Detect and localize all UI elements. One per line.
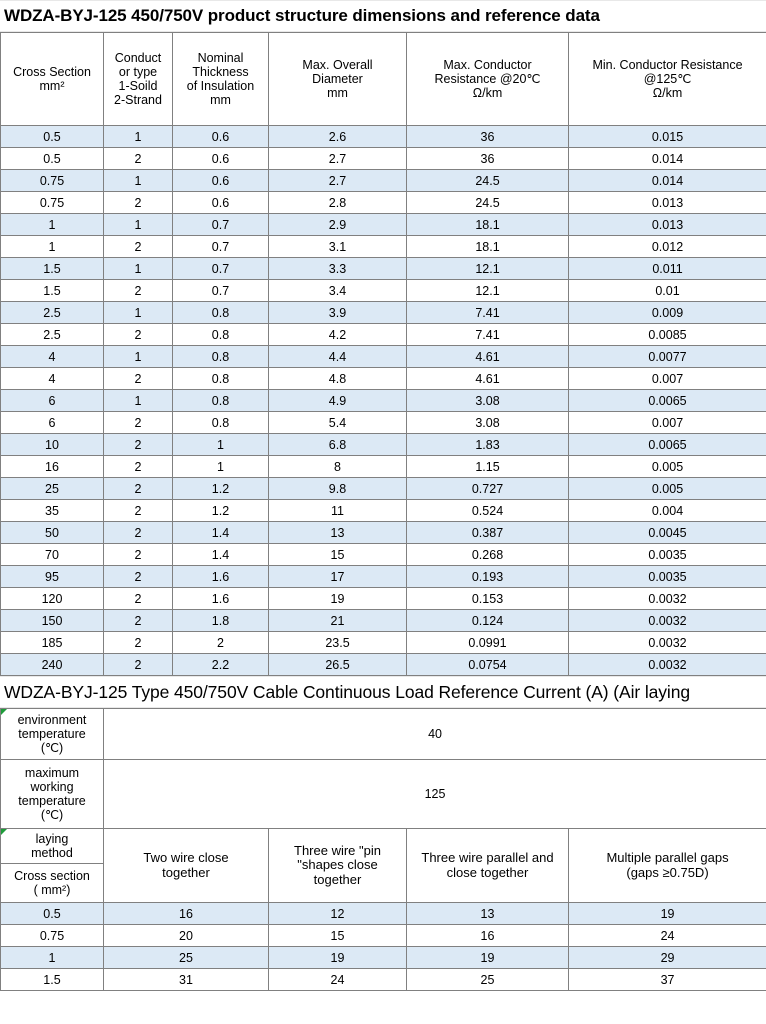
table-cell: 0.8 xyxy=(173,368,269,390)
table-cell: 150 xyxy=(1,610,104,632)
header-line: Diameter xyxy=(312,72,363,86)
table-row xyxy=(1,544,766,566)
table-cell: 0.8 xyxy=(173,412,269,434)
table-cell: 6 xyxy=(1,412,104,434)
header-line: "shapes close xyxy=(297,857,378,873)
cross-section-label xyxy=(1,864,104,903)
table-cell: 0.387 xyxy=(407,522,569,544)
header-line: @125℃ xyxy=(643,72,692,86)
laying-method-header-row xyxy=(1,829,766,864)
header-line: close together xyxy=(446,864,529,880)
table-cell: 1.5 xyxy=(1,280,104,302)
table-cell: 19 xyxy=(269,588,407,610)
table-row xyxy=(1,390,766,412)
header-line: Cross Section xyxy=(13,65,91,79)
table-cell: 4.61 xyxy=(407,368,569,390)
label-line: (℃) xyxy=(40,808,64,822)
col-header-conductor-type xyxy=(104,33,173,126)
table-cell: 0.0045 xyxy=(569,522,766,544)
table-cell: 0.5 xyxy=(1,903,104,925)
table-cell: 185 xyxy=(1,632,104,654)
table-cell: 0.013 xyxy=(569,192,766,214)
table-cell: 0.013 xyxy=(569,214,766,236)
table-cell: 1.2 xyxy=(173,478,269,500)
table-cell: 23.5 xyxy=(269,632,407,654)
table-cell: 0.014 xyxy=(569,170,766,192)
table-cell: 26.5 xyxy=(269,654,407,676)
label-line: maximum xyxy=(24,766,80,780)
laying-method-label xyxy=(1,829,104,864)
table-cell: 37 xyxy=(569,969,766,991)
table-row xyxy=(1,456,766,478)
table-cell: 0.0035 xyxy=(569,566,766,588)
header-line: Conduct xyxy=(114,51,162,65)
table-cell: 1 xyxy=(104,170,173,192)
table-cell: 20 xyxy=(104,925,269,947)
method-header-two-wire-close xyxy=(104,829,269,903)
table-cell: 0.524 xyxy=(407,500,569,522)
table-cell: 25 xyxy=(104,947,269,969)
header-line: Max. Overall xyxy=(302,58,373,72)
table-cell: 0.0065 xyxy=(569,434,766,456)
table-cell: 0.01 xyxy=(569,280,766,302)
table-row xyxy=(1,412,766,434)
method-header-three-wire-parallel xyxy=(407,829,569,903)
table-cell: 2 xyxy=(104,478,173,500)
table-cell: 2.2 xyxy=(173,654,269,676)
table-cell: 13 xyxy=(269,522,407,544)
table-cell: 1.15 xyxy=(407,456,569,478)
table-cell: 0.8 xyxy=(173,324,269,346)
table-cell: 29 xyxy=(569,947,766,969)
table-cell: 0.009 xyxy=(569,302,766,324)
table-cell: 2 xyxy=(104,522,173,544)
table-row xyxy=(1,925,766,947)
error-marker-icon xyxy=(1,829,7,835)
table-cell: 0.014 xyxy=(569,148,766,170)
table-cell: 1 xyxy=(1,947,104,969)
header-line: Ω/km xyxy=(652,86,683,100)
table-cell: 2 xyxy=(104,610,173,632)
table1-header-row xyxy=(1,33,766,126)
table-cell: 12.1 xyxy=(407,280,569,302)
table-cell: 13 xyxy=(407,903,569,925)
table-cell: 19 xyxy=(407,947,569,969)
table-row xyxy=(1,346,766,368)
table-cell: 0.5 xyxy=(1,148,104,170)
table-cell: 0.193 xyxy=(407,566,569,588)
table-cell: 2 xyxy=(104,456,173,478)
table-cell: 0.6 xyxy=(173,126,269,148)
table-cell: 18.1 xyxy=(407,236,569,258)
table-cell: 8 xyxy=(269,456,407,478)
table-cell: 0.6 xyxy=(173,148,269,170)
header-line: 1-Soild xyxy=(118,79,158,93)
header-line: Multiple parallel gaps xyxy=(606,849,729,865)
header-line: Thickness xyxy=(192,65,249,79)
maximum-working-temperature-label xyxy=(1,760,104,829)
table-cell: 12.1 xyxy=(407,258,569,280)
table-row xyxy=(1,947,766,969)
error-marker-icon xyxy=(1,709,7,715)
label-line: laying xyxy=(35,832,69,846)
table-cell: 0.75 xyxy=(1,192,104,214)
col-header-nominal-thickness xyxy=(173,33,269,126)
table-cell: 4.61 xyxy=(407,346,569,368)
table2-body xyxy=(1,709,766,903)
header-line: Ω/km xyxy=(472,86,503,100)
table-cell: 2 xyxy=(104,566,173,588)
table-cell: 2.7 xyxy=(269,148,407,170)
table-cell: 4 xyxy=(1,346,104,368)
table-cell: 0.75 xyxy=(1,925,104,947)
table-row xyxy=(1,566,766,588)
table-cell: 1 xyxy=(173,456,269,478)
table-cell: 10 xyxy=(1,434,104,456)
environment-temperature-label xyxy=(1,709,104,760)
table-cell: 0.8 xyxy=(173,302,269,324)
table-cell: 120 xyxy=(1,588,104,610)
table-cell: 0.727 xyxy=(407,478,569,500)
table-row xyxy=(1,969,766,991)
table-row xyxy=(1,148,766,170)
table-cell: 0.005 xyxy=(569,478,766,500)
table-cell: 1 xyxy=(104,258,173,280)
table-cell: 3.9 xyxy=(269,302,407,324)
table-cell: 2 xyxy=(104,654,173,676)
table-cell: 0.004 xyxy=(569,500,766,522)
method-header-multiple-parallel-gaps xyxy=(569,829,766,903)
table-cell: 0.75 xyxy=(1,170,104,192)
table-cell: 25 xyxy=(407,969,569,991)
table-cell: 4.2 xyxy=(269,324,407,346)
table-cell: 2 xyxy=(104,324,173,346)
table-cell: 0.007 xyxy=(569,368,766,390)
table-cell: 6.8 xyxy=(269,434,407,456)
table-cell: 0.7 xyxy=(173,258,269,280)
product-structure-table xyxy=(0,32,766,676)
label-line: ( mm²) xyxy=(33,883,71,897)
table-cell: 1.4 xyxy=(173,522,269,544)
table-cell: 0.0035 xyxy=(569,544,766,566)
table-cell: 2 xyxy=(104,434,173,456)
table-cell: 24 xyxy=(569,925,766,947)
table-row xyxy=(1,610,766,632)
table-row xyxy=(1,632,766,654)
table-cell: 1 xyxy=(104,390,173,412)
table-cell: 24.5 xyxy=(407,170,569,192)
table-cell: 7.41 xyxy=(407,324,569,346)
table-cell: 0.005 xyxy=(569,456,766,478)
table-cell: 1.6 xyxy=(173,566,269,588)
table-cell: 0.0032 xyxy=(569,610,766,632)
header-line: together xyxy=(162,864,210,880)
table-cell: 16 xyxy=(104,903,269,925)
header-line: Three wire "pin xyxy=(294,842,381,858)
col-header-min-conductor-resistance-125c xyxy=(569,33,766,126)
table-cell: 18.1 xyxy=(407,214,569,236)
table-row xyxy=(1,280,766,302)
table-cell: 36 xyxy=(407,148,569,170)
header-line: Max. Conductor xyxy=(443,58,532,72)
table1-title-row xyxy=(0,0,766,32)
table-cell: 1 xyxy=(104,126,173,148)
table-cell: 0.6 xyxy=(173,192,269,214)
table-cell: 0.6 xyxy=(173,170,269,192)
table-cell: 1.6 xyxy=(173,588,269,610)
table-cell: 0.5 xyxy=(1,126,104,148)
label-line: Cross section xyxy=(14,869,90,883)
table-cell: 3.08 xyxy=(407,390,569,412)
table-row xyxy=(1,324,766,346)
table-cell: 0.0085 xyxy=(569,324,766,346)
table-cell: 3.08 xyxy=(407,412,569,434)
table-cell: 2.5 xyxy=(1,302,104,324)
table-cell: 0.7 xyxy=(173,214,269,236)
environment-temperature-row xyxy=(1,709,766,760)
table-cell: 25 xyxy=(1,478,104,500)
label-line: environment xyxy=(17,713,87,727)
table-cell: 19 xyxy=(569,903,766,925)
table-cell: 0.0754 xyxy=(407,654,569,676)
table-cell: 2 xyxy=(104,368,173,390)
table-cell: 4.8 xyxy=(269,368,407,390)
table-cell: 24 xyxy=(269,969,407,991)
table-cell: 0.8 xyxy=(173,346,269,368)
table-row xyxy=(1,434,766,456)
table-cell: 1 xyxy=(1,214,104,236)
table-cell: 70 xyxy=(1,544,104,566)
table-cell: 16 xyxy=(407,925,569,947)
table-cell: 6 xyxy=(1,390,104,412)
table-cell: 36 xyxy=(407,126,569,148)
table-cell: 7.41 xyxy=(407,302,569,324)
table-cell: 31 xyxy=(104,969,269,991)
maximum-working-temperature-value: 125 xyxy=(104,760,766,829)
label-line: (℃) xyxy=(40,741,64,755)
table-row xyxy=(1,522,766,544)
table-cell: 3.1 xyxy=(269,236,407,258)
table-row xyxy=(1,236,766,258)
table2-title-row xyxy=(0,676,766,708)
table-cell: 2 xyxy=(104,544,173,566)
table-cell: 2 xyxy=(104,412,173,434)
col-header-cross-section xyxy=(1,33,104,126)
table-row xyxy=(1,214,766,236)
table-row xyxy=(1,170,766,192)
table-cell: 2 xyxy=(104,192,173,214)
table-cell: 1 xyxy=(104,302,173,324)
header-line: Resistance @20℃ xyxy=(434,72,541,86)
table-cell: 1.8 xyxy=(173,610,269,632)
table-cell: 2.7 xyxy=(269,170,407,192)
maximum-working-temperature-row xyxy=(1,760,766,829)
table-cell: 2.8 xyxy=(269,192,407,214)
table-cell: 3.3 xyxy=(269,258,407,280)
table-cell: 0.007 xyxy=(569,412,766,434)
table-cell: 2.5 xyxy=(1,324,104,346)
table-cell: 2.9 xyxy=(269,214,407,236)
table-cell: 1.4 xyxy=(173,544,269,566)
table2-title: WDZA-BYJ-125 Type 450/750V Cable Continuous Load Reference Current (A) (Air laying xyxy=(4,682,690,702)
table-row xyxy=(1,368,766,390)
table-cell: 0.268 xyxy=(407,544,569,566)
table-cell: 4.4 xyxy=(269,346,407,368)
table-cell: 4 xyxy=(1,368,104,390)
table-cell: 15 xyxy=(269,544,407,566)
table-row xyxy=(1,192,766,214)
table-cell: 2 xyxy=(104,148,173,170)
table-cell: 21 xyxy=(269,610,407,632)
header-line: mm² xyxy=(39,79,65,93)
header-line: together xyxy=(313,871,362,887)
label-line: temperature xyxy=(18,794,86,808)
table-cell: 2 xyxy=(173,632,269,654)
table-cell: 2 xyxy=(104,236,173,258)
table-cell: 0.7 xyxy=(173,236,269,258)
table-row xyxy=(1,654,766,676)
table-cell: 0.0991 xyxy=(407,632,569,654)
table-cell: 240 xyxy=(1,654,104,676)
table-cell: 0.0032 xyxy=(569,654,766,676)
table-cell: 11 xyxy=(269,500,407,522)
table-cell: 19 xyxy=(269,947,407,969)
table-cell: 0.015 xyxy=(569,126,766,148)
table-cell: 1.5 xyxy=(1,969,104,991)
table-cell: 12 xyxy=(269,903,407,925)
table-cell: 4.9 xyxy=(269,390,407,412)
label-line: method xyxy=(31,846,73,860)
header-line: (gaps ≥0.75D) xyxy=(626,864,709,880)
table-cell: 1.2 xyxy=(173,500,269,522)
col-header-max-overall-diameter xyxy=(269,33,407,126)
table-row xyxy=(1,903,766,925)
table-cell: 0.153 xyxy=(407,588,569,610)
table-cell: 50 xyxy=(1,522,104,544)
label-line: temperature xyxy=(18,727,86,741)
table-row xyxy=(1,302,766,324)
table-cell: 5.4 xyxy=(269,412,407,434)
table-cell: 16 xyxy=(1,456,104,478)
table-cell: 1.5 xyxy=(1,258,104,280)
table-cell: 3.4 xyxy=(269,280,407,302)
table-cell: 1 xyxy=(104,346,173,368)
table-cell: 9.8 xyxy=(269,478,407,500)
table-cell: 35 xyxy=(1,500,104,522)
header-line: Nominal xyxy=(197,51,244,65)
header-line: Two wire close xyxy=(143,849,229,865)
table-cell: 2 xyxy=(104,500,173,522)
table-cell: 95 xyxy=(1,566,104,588)
table-cell: 0.012 xyxy=(569,236,766,258)
table2-data-body xyxy=(1,903,766,991)
table-cell: 17 xyxy=(269,566,407,588)
header-line: or type xyxy=(118,65,158,79)
table-cell: 0.011 xyxy=(569,258,766,280)
table-row xyxy=(1,588,766,610)
table-cell: 0.7 xyxy=(173,280,269,302)
table-cell: 0.0077 xyxy=(569,346,766,368)
table-cell: 1 xyxy=(173,434,269,456)
table-cell: 0.0032 xyxy=(569,632,766,654)
table-cell: 24.5 xyxy=(407,192,569,214)
label-line: working xyxy=(30,780,74,794)
table1-body xyxy=(1,126,766,676)
table-row xyxy=(1,500,766,522)
table-cell: 0.124 xyxy=(407,610,569,632)
table-cell: 1 xyxy=(1,236,104,258)
header-line: 2-Strand xyxy=(114,93,162,107)
table1-header xyxy=(1,33,766,126)
header-line: Min. Conductor Resistance xyxy=(592,58,743,72)
table-cell: 0.0032 xyxy=(569,588,766,610)
table-cell: 1 xyxy=(104,214,173,236)
table-cell: 15 xyxy=(269,925,407,947)
table1-title: WDZA-BYJ-125 450/750V product structure dimensions and reference data xyxy=(4,6,600,25)
method-header-three-wire-pin xyxy=(269,829,407,903)
table-cell: 2 xyxy=(104,632,173,654)
table-cell: 0.8 xyxy=(173,390,269,412)
table-row xyxy=(1,258,766,280)
table-cell: 2 xyxy=(104,588,173,610)
table-cell: 1.83 xyxy=(407,434,569,456)
col-header-max-conductor-resistance-20c xyxy=(407,33,569,126)
table-cell: 2.6 xyxy=(269,126,407,148)
header-line: of Insulation xyxy=(186,79,255,93)
table-row xyxy=(1,126,766,148)
header-line: mm xyxy=(327,86,348,100)
continuous-load-current-table xyxy=(0,708,766,991)
table-row xyxy=(1,478,766,500)
header-line: Three wire parallel and xyxy=(421,849,554,865)
table-cell: 2 xyxy=(104,280,173,302)
header-line: mm xyxy=(210,93,231,107)
environment-temperature-value: 40 xyxy=(104,709,766,760)
table-cell: 0.0065 xyxy=(569,390,766,412)
